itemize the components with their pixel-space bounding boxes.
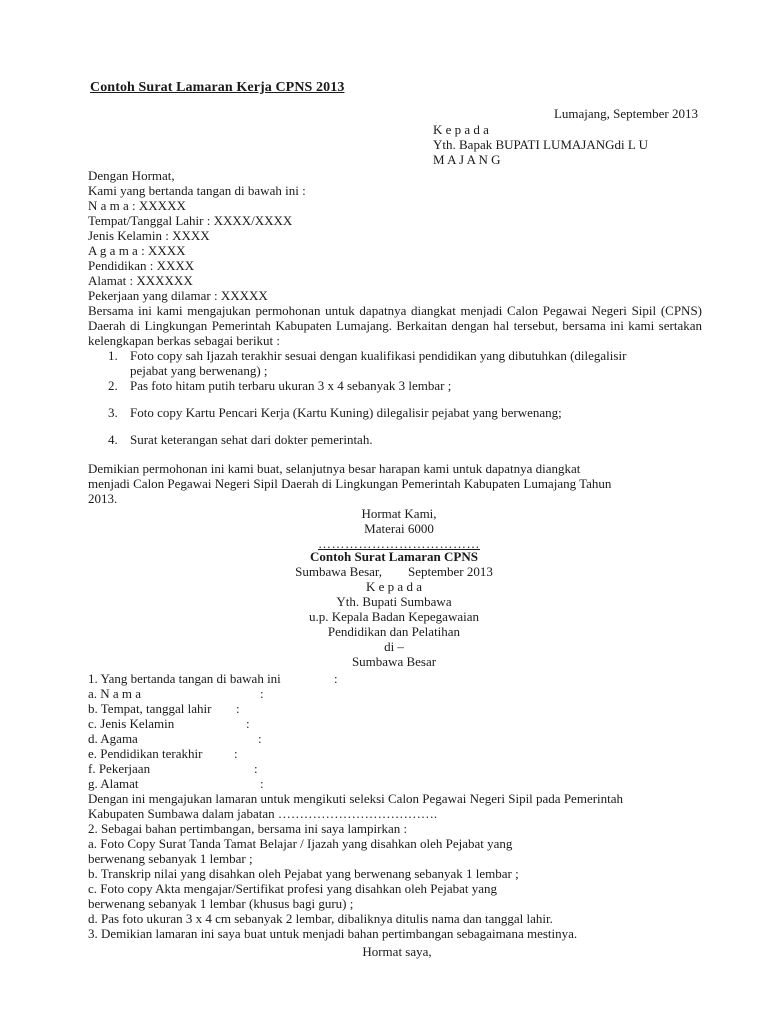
signature-line: ……………………………… (318, 536, 480, 551)
field-religion: A g a m a : XXXX (88, 243, 186, 258)
body-line: c. Foto copy Akta mengajar/Sertifikat profesi yang disahkan oleh Pejabat yang (88, 881, 498, 896)
intro-line: Kami yang bertanda tangan di bawah ini : (88, 183, 306, 198)
colon: : (258, 731, 262, 746)
requirement-item (108, 432, 702, 447)
recipient-line: Yth. Bapak BUPATI LUMAJANGdi L U (433, 137, 648, 152)
greeting: Dengan Hormat, (88, 168, 175, 183)
spacer (130, 420, 702, 432)
field-row (88, 686, 708, 701)
colon: : (260, 686, 264, 701)
field-label: e. Pendidikan terakhir (88, 746, 203, 761)
item-text: pejabat yang berwenang) ; (130, 363, 268, 378)
requirement-item (108, 348, 702, 378)
recipient-line: Pendidikan dan Pelatihan (327, 624, 461, 639)
body-line: a. Foto Copy Surat Tanda Tamat Belajar / Ijazah yang disahkan oleh Pejabat yang (88, 836, 513, 851)
recipient-line: di – (384, 639, 404, 654)
item-number: 2. (108, 378, 118, 393)
letter1-place-date: Lumajang, September 2013 (553, 106, 698, 121)
letter2-header (0, 549, 768, 669)
recipient-line: Yth. Bupati Sumbawa (336, 594, 452, 609)
intro-line (88, 671, 708, 686)
field-label: a. N a m a (88, 686, 142, 701)
body-line: d. Pas foto ukuran 3 x 4 cm sebanyak 2 lembar, dibaliknya ditulis nama dan tanggal lahir. (88, 911, 553, 926)
letter1-signoff (0, 506, 768, 551)
colon: : (234, 746, 238, 761)
closing-paragraph-line: 2013. (88, 491, 118, 506)
requirement-item (108, 378, 702, 393)
field-address: Alamat : XXXXXX (88, 273, 193, 288)
item-number: 4. (108, 432, 118, 447)
field-label: c. Jenis Kelamin (88, 716, 175, 731)
recipient-line: M A J A N G (433, 152, 501, 167)
colon: : (246, 716, 250, 731)
spacer (88, 447, 702, 461)
item-text: Surat keterangan sehat dari dokter pemerintah. (130, 432, 373, 447)
letter1-body (88, 168, 702, 506)
field-row (88, 701, 708, 716)
body-line: 3. Demikian lamaran ini saya buat untuk menjadi bahan pertimbangan sebagaimana mestinya. (88, 926, 578, 941)
letter2-title: Contoh Surat Lamaran CPNS (310, 549, 478, 564)
recipient-line: u.p. Kepala Badan Kepegawaian (308, 609, 479, 624)
field-row (88, 746, 708, 761)
request-paragraph: Bersama ini kami mengajukan permohonan untuk dapatnya diangkat menjadi Calon Pegawai Negeri Sipil (CPNS) Daerah di Lingkungan Pemerintah Kabupaten Lumajang. Berkaitan dengan hal tersebut, bersama ini kami sertakan kelengkapan berkas sebagai berikut : (88, 303, 702, 348)
recipient-line: K e p a d a (366, 579, 422, 594)
letter1-recipient (433, 122, 703, 167)
letter2-body (88, 671, 708, 941)
stamp-line: Materai 6000 (364, 521, 434, 536)
letter1-title: Contoh Surat Lamaran Kerja CPNS 2013 (90, 80, 345, 95)
body-line: berwenang sebanyak 1 lembar (khusus bagi guru) ; (88, 896, 354, 911)
field-education: Pendidikan : XXXX (88, 258, 195, 273)
requirement-item (108, 405, 702, 420)
colon: : (334, 671, 338, 686)
body-line: 2. Sebagai bahan pertimbangan, bersama ini saya lampirkan : (88, 821, 408, 836)
field-row (88, 716, 708, 731)
item-text: Foto copy Kartu Pencari Kerja (Kartu Kuning) dilegalisir pejabat yang berwenang; (130, 405, 562, 420)
colon: : (260, 776, 264, 791)
spacer (130, 393, 702, 405)
letter2-signoff (0, 944, 768, 959)
signoff-line: Hormat Kami, (361, 506, 437, 521)
recipient-line: Sumbawa Besar (351, 654, 437, 669)
field-label: b. Tempat, tanggal lahir (88, 701, 212, 716)
field-row (88, 731, 708, 746)
letter2-place-date: Sumbawa Besar, September 2013 (295, 564, 493, 579)
field-name: N a m a : XXXXX (88, 198, 186, 213)
field-gender: Jenis Kelamin : XXXX (88, 228, 210, 243)
intro-text: 1. Yang bertanda tangan di bawah ini (88, 671, 281, 686)
item-text: Pas foto hitam putih terbaru ukuran 3 x 4 sebanyak 3 lembar ; (130, 378, 452, 393)
body-line: b. Transkrip nilai yang disahkan oleh Pejabat yang berwenang sebanyak 1 lembar ; (88, 866, 519, 881)
field-position: Pekerjaan yang dilamar : XXXXX (88, 288, 268, 303)
field-row (88, 776, 708, 791)
item-text: Foto copy sah Ijazah terakhir sesuai dengan kualifikasi pendidikan yang dibutuhkan (dilegalisir (130, 348, 627, 363)
body-line: berwenang sebanyak 1 lembar ; (88, 851, 253, 866)
field-label: d. Agama (88, 731, 138, 746)
field-label: g. Alamat (88, 776, 139, 791)
closing-paragraph-line: Demikian permohonan ini kami buat, selanjutnya besar harapan kami untuk dapatnya diangkat (88, 461, 581, 476)
colon: : (236, 701, 240, 716)
body-line: Dengan ini mengajukan lamaran untuk mengikuti seleksi Calon Pegawai Negeri Sipil pada Pemerintah (88, 791, 624, 806)
closing-paragraph-line: menjadi Calon Pegawai Negeri Sipil Daerah di Lingkungan Pemerintah Kabupaten Lumajang Tahun (88, 476, 612, 491)
colon: : (254, 761, 258, 776)
item-number: 3. (108, 405, 118, 420)
item-number: 1. (108, 348, 118, 363)
field-row (88, 761, 708, 776)
field-label: f. Pekerjaan (88, 761, 151, 776)
body-line: Kabupaten Sumbawa dalam jabatan ………………………………. (88, 806, 438, 821)
recipient-line: K e p a d a (433, 122, 489, 137)
signoff-line: Hormat saya, (362, 944, 432, 959)
field-birth: Tempat/Tanggal Lahir : XXXX/XXXX (88, 213, 293, 228)
requirements-list (88, 348, 702, 447)
